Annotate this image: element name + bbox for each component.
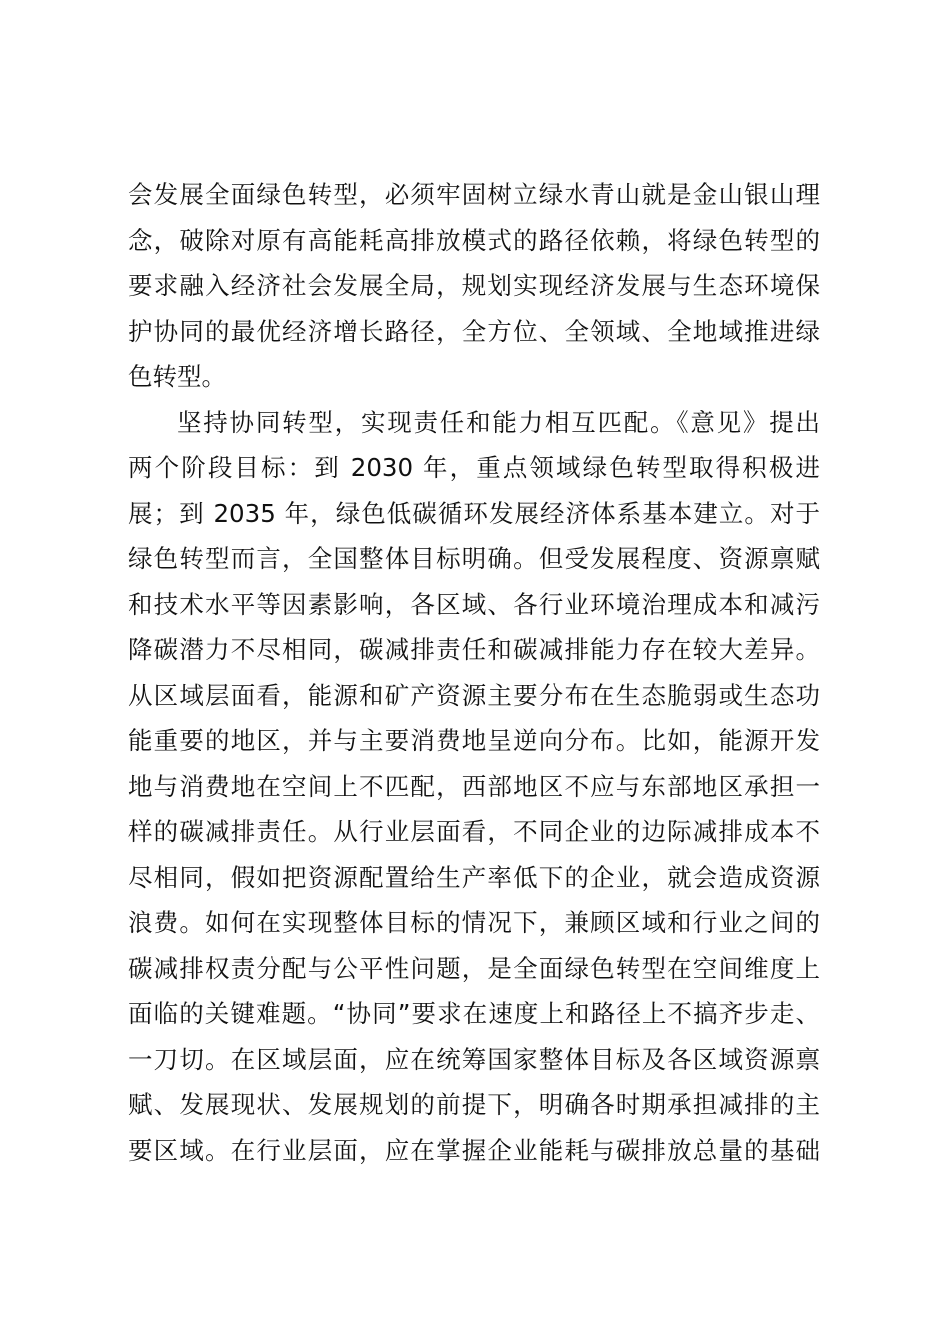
paragraph-1 xyxy=(128,172,820,400)
text-line: 能重要的地区，并与主要消费地呈逆向分布。比如，能源开发 xyxy=(128,726,820,755)
text-line: 面临的关键难题。“协同”要求在速度上和路径上不搞齐步走、 xyxy=(128,999,820,1028)
text-line: 地与消费地在空间上不匹配，西部地区不应与东部地区承担一 xyxy=(128,771,820,801)
text-line: 样的碳减排责任。从行业层面看，不同企业的边际减排成本不 xyxy=(128,817,820,846)
text-line: 碳减排权责分配与公平性问题，是全面绿色转型在空间维度上 xyxy=(128,953,820,983)
text-line: 降碳潜力不尽相同，碳减排责任和碳减排能力存在较大差异。 xyxy=(128,635,820,664)
text-line: 色转型。 xyxy=(128,362,226,391)
text-line: 要求融入经济社会发展全局，规划实现经济发展与生态环境保 xyxy=(128,271,820,300)
text-line: 从区域层面看，能源和矿产资源主要分布在生态脆弱或生态功 xyxy=(128,680,820,710)
text-line: 和技术水平等因素影响，各区域、各行业环境治理成本和减污 xyxy=(128,589,820,619)
text-line: 护协同的最优经济增长路径，全方位、全领域、全地域推进绿 xyxy=(128,316,820,346)
text-line: 绿色转型而言，全国整体目标明确。但受发展程度、资源禀赋 xyxy=(128,544,820,573)
text-line: 尽相同，假如把资源配置给生产率低下的企业，就会造成资源 xyxy=(128,862,820,892)
text-line: 展；到 2035 年，绿色低碳循环发展经济体系基本建立。对于 xyxy=(128,498,820,528)
text-line: 两个阶段目标：到 2030 年，重点领域绿色转型取得积极进 xyxy=(128,453,820,482)
text-line: 浪费。如何在实现整体目标的情况下，兼顾区域和行业之间的 xyxy=(128,908,820,937)
text-line: 赋、发展现状、发展规划的前提下，明确各时期承担减排的主 xyxy=(128,1090,820,1119)
paragraph-2 xyxy=(128,400,820,1174)
text-line: 一刀切。在区域层面，应在统筹国家整体目标及各区域资源禀 xyxy=(128,1044,820,1074)
text-line: 要区域。在行业层面，应在掌握企业能耗与碳排放总量的基础 xyxy=(128,1135,820,1165)
text-line: 会发展全面绿色转型，必须牢固树立绿水青山就是金山银山理 xyxy=(128,180,820,209)
text-line: 念，破除对原有高能耗高排放模式的路径依赖，将绿色转型的 xyxy=(128,225,820,255)
text-line: 坚持协同转型，实现责任和能力相互匹配。《意见》提出 xyxy=(177,407,820,437)
body-text xyxy=(128,172,820,1173)
